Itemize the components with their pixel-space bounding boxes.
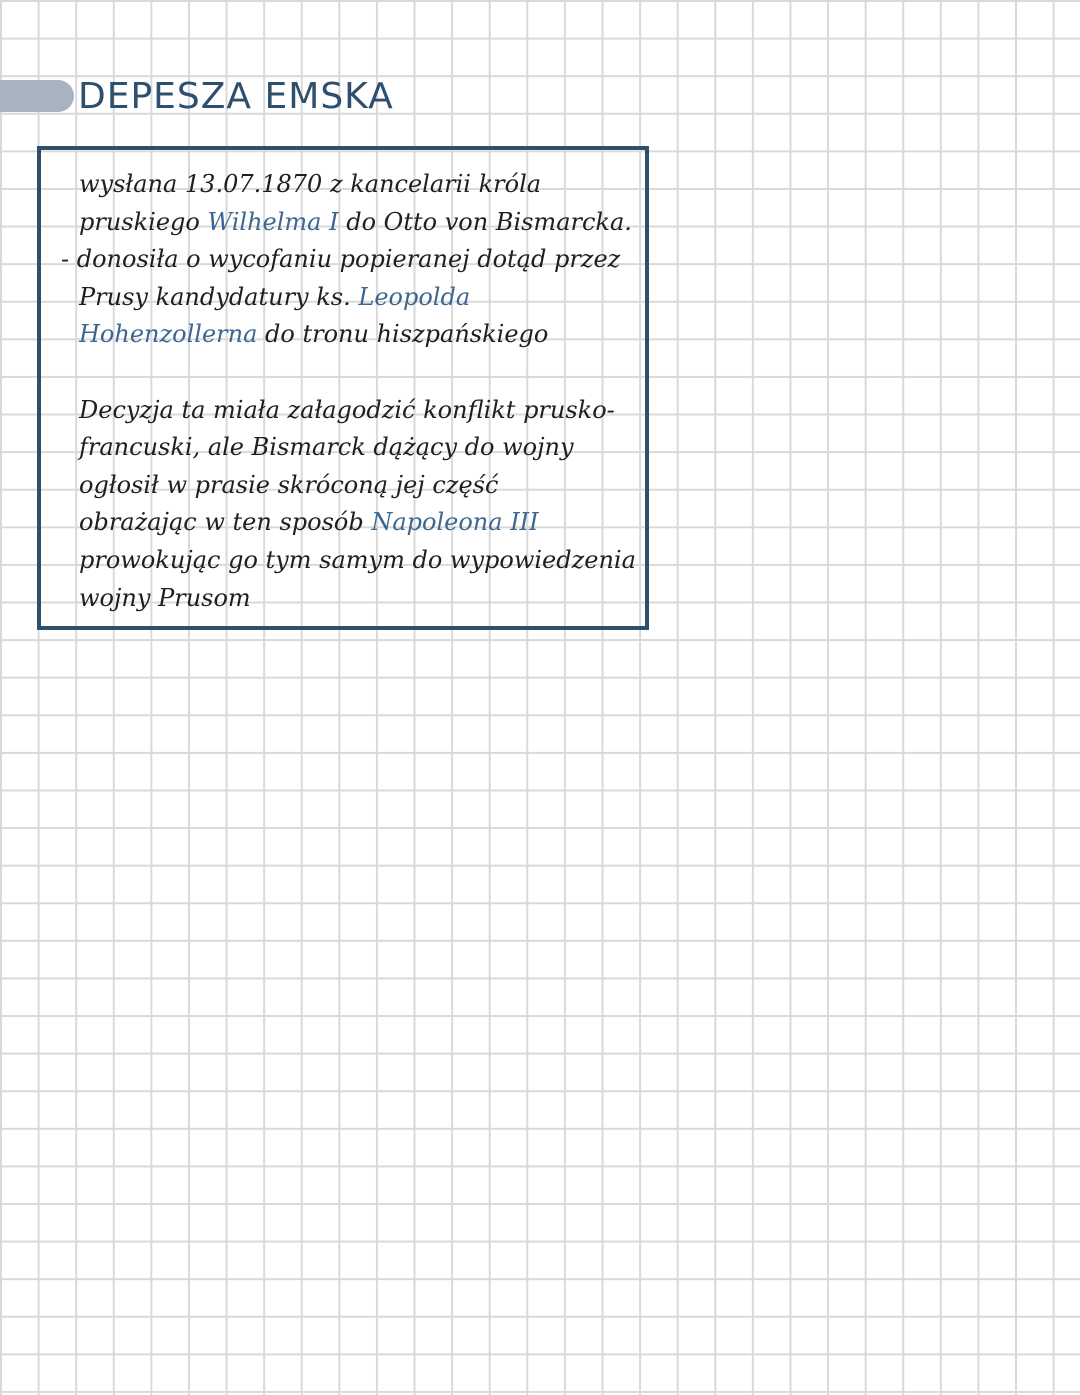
note-line: prowokując go tym samym do wypowiedzenia: [79, 545, 636, 574]
bullet-line: - donosiła o wycofaniu popieranej dotąd przez: [61, 245, 621, 274]
paragraph-gap: [79, 354, 625, 392]
note-box: [37, 146, 649, 630]
note-line: wojny Prusom: [79, 583, 251, 612]
note-text-segment: obrażając w ten sposób: [79, 508, 372, 537]
note-text: [61, 166, 636, 617]
note-line: [79, 204, 632, 242]
note-text-segment: do Otto von Bismarcka.: [338, 207, 632, 236]
person-name-napoleon: Napoleona III: [371, 508, 539, 537]
person-name-leopold: Leopolda: [358, 282, 471, 311]
note-text-segment: pruskiego: [79, 207, 208, 236]
note-line: [79, 279, 625, 317]
note-line: Decyzja ta miała załagodzić konflikt prusko-: [79, 395, 615, 424]
note-line: wysłana 13.07.1870 z kancelarii króla: [79, 170, 542, 198]
note-line: ogłosił w prasie skróconą jej część: [79, 470, 499, 499]
note-text-segment: do tronu hiszpańskiego: [257, 320, 549, 349]
note-line: [79, 504, 625, 542]
title-tab-decoration: [0, 80, 74, 112]
person-name-hohenzollern: Hohenzollerna: [79, 320, 258, 349]
note-line: francuski, ale Bismarck dążący do wojny: [79, 433, 574, 462]
page-title: DEPESZA EMSKA: [78, 76, 394, 117]
note-line: [79, 316, 625, 354]
note-text-segment: Prusy kandydatury ks.: [79, 282, 359, 311]
person-name-wilhelm: Wilhelma I: [207, 207, 339, 236]
